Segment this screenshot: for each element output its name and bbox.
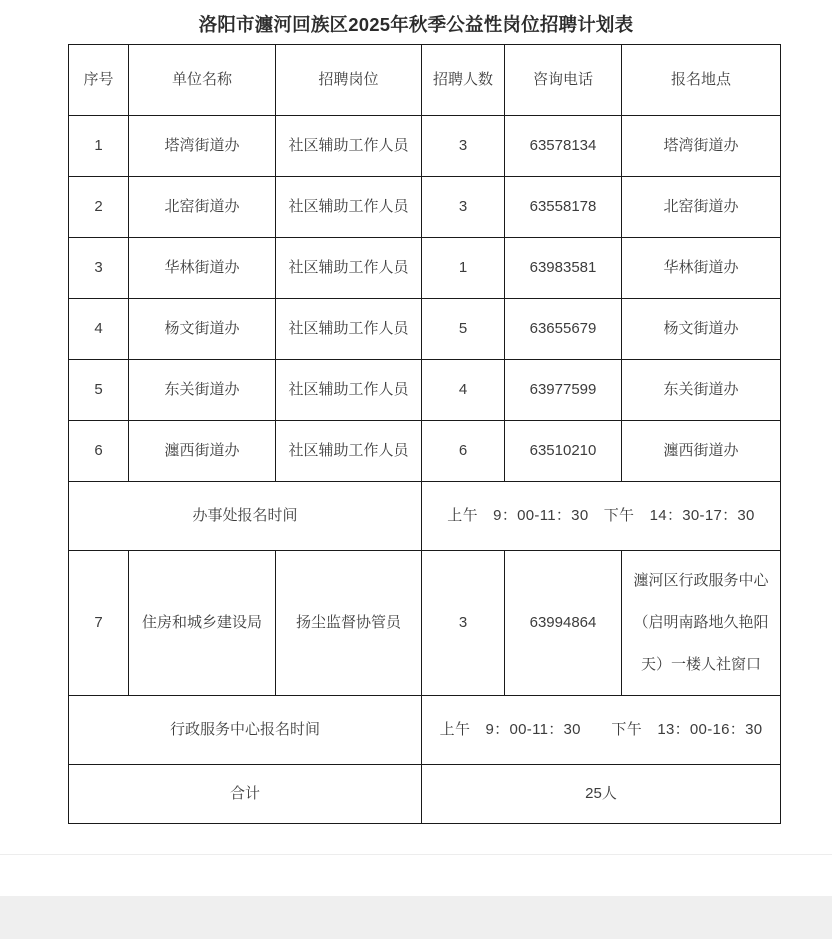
cell-location-line-2: （启明南路地久艳阳 [633, 614, 769, 631]
cell-unit: 杨文街道办 [129, 299, 276, 360]
table-row [69, 238, 781, 299]
cell-position: 社区辅助工作人员 [276, 360, 422, 421]
office-registration-time-row [69, 482, 781, 551]
cell-phone: 63983581 [505, 238, 622, 299]
cell-index: 6 [69, 421, 129, 482]
office-time-value: 上午 9：00-11：30 下午 14：30-17：30 [422, 482, 781, 551]
cell-location: 杨文街道办 [622, 299, 781, 360]
cell-unit: 华林街道办 [129, 238, 276, 299]
office-time-label: 办事处报名时间 [69, 482, 422, 551]
cell-unit: 住房和城乡建设局 [129, 551, 276, 696]
cell-phone: 63977599 [505, 360, 622, 421]
cell-count: 4 [422, 360, 505, 421]
cell-location-line-3: 天）一楼人社窗口 [640, 656, 761, 673]
column-header-index: 序号 [69, 45, 129, 116]
cell-count: 3 [422, 116, 505, 177]
total-value: 25人 [422, 765, 781, 824]
cell-count: 6 [422, 421, 505, 482]
total-row [69, 765, 781, 824]
cell-location: 华林街道办 [622, 238, 781, 299]
footer-band [0, 896, 832, 939]
table-row [69, 116, 781, 177]
cell-index: 2 [69, 177, 129, 238]
cell-location [622, 551, 781, 696]
center-registration-time-row [69, 696, 781, 765]
table-row [69, 360, 781, 421]
recruitment-plan-table-wrapper [68, 44, 780, 824]
cell-count: 3 [422, 177, 505, 238]
cell-location-line-1: 瀍河区行政服务中心 [633, 572, 769, 589]
cell-phone: 63578134 [505, 116, 622, 177]
cell-position: 社区辅助工作人员 [276, 421, 422, 482]
column-header-position: 招聘岗位 [276, 45, 422, 116]
cell-unit: 瀍西街道办 [129, 421, 276, 482]
page-divider [0, 854, 832, 855]
cell-position: 社区辅助工作人员 [276, 299, 422, 360]
column-header-location: 报名地点 [622, 45, 781, 116]
cell-unit: 东关街道办 [129, 360, 276, 421]
cell-phone: 63510210 [505, 421, 622, 482]
cell-phone: 63558178 [505, 177, 622, 238]
cell-location: 北窑街道办 [622, 177, 781, 238]
center-time-value: 上午 9：00-11：30 下午 13：00-16：30 [422, 696, 781, 765]
cell-count: 1 [422, 238, 505, 299]
cell-index: 7 [69, 551, 129, 696]
cell-position: 社区辅助工作人员 [276, 116, 422, 177]
cell-position: 扬尘监督协管员 [276, 551, 422, 696]
cell-location: 塔湾街道办 [622, 116, 781, 177]
recruitment-plan-table [68, 44, 781, 824]
column-header-phone: 咨询电话 [505, 45, 622, 116]
total-label: 合计 [69, 765, 422, 824]
cell-index: 3 [69, 238, 129, 299]
cell-position: 社区辅助工作人员 [276, 177, 422, 238]
cell-position: 社区辅助工作人员 [276, 238, 422, 299]
column-header-count: 招聘人数 [422, 45, 505, 116]
cell-phone: 63994864 [505, 551, 622, 696]
cell-unit: 北窑街道办 [129, 177, 276, 238]
cell-count: 5 [422, 299, 505, 360]
table-row [69, 421, 781, 482]
table-header-row [69, 45, 781, 116]
cell-unit: 塔湾街道办 [129, 116, 276, 177]
table-row [69, 551, 781, 696]
table-row [69, 299, 781, 360]
column-header-unit: 单位名称 [129, 45, 276, 116]
page-title: 洛阳市瀍河回族区2025年秋季公益性岗位招聘计划表 [198, 14, 634, 35]
cell-location: 东关街道办 [622, 360, 781, 421]
table-row [69, 177, 781, 238]
cell-phone: 63655679 [505, 299, 622, 360]
cell-index: 1 [69, 116, 129, 177]
cell-index: 5 [69, 360, 129, 421]
cell-index: 4 [69, 299, 129, 360]
cell-count: 3 [422, 551, 505, 696]
center-time-label: 行政服务中心报名时间 [69, 696, 422, 765]
cell-location: 瀍西街道办 [622, 421, 781, 482]
